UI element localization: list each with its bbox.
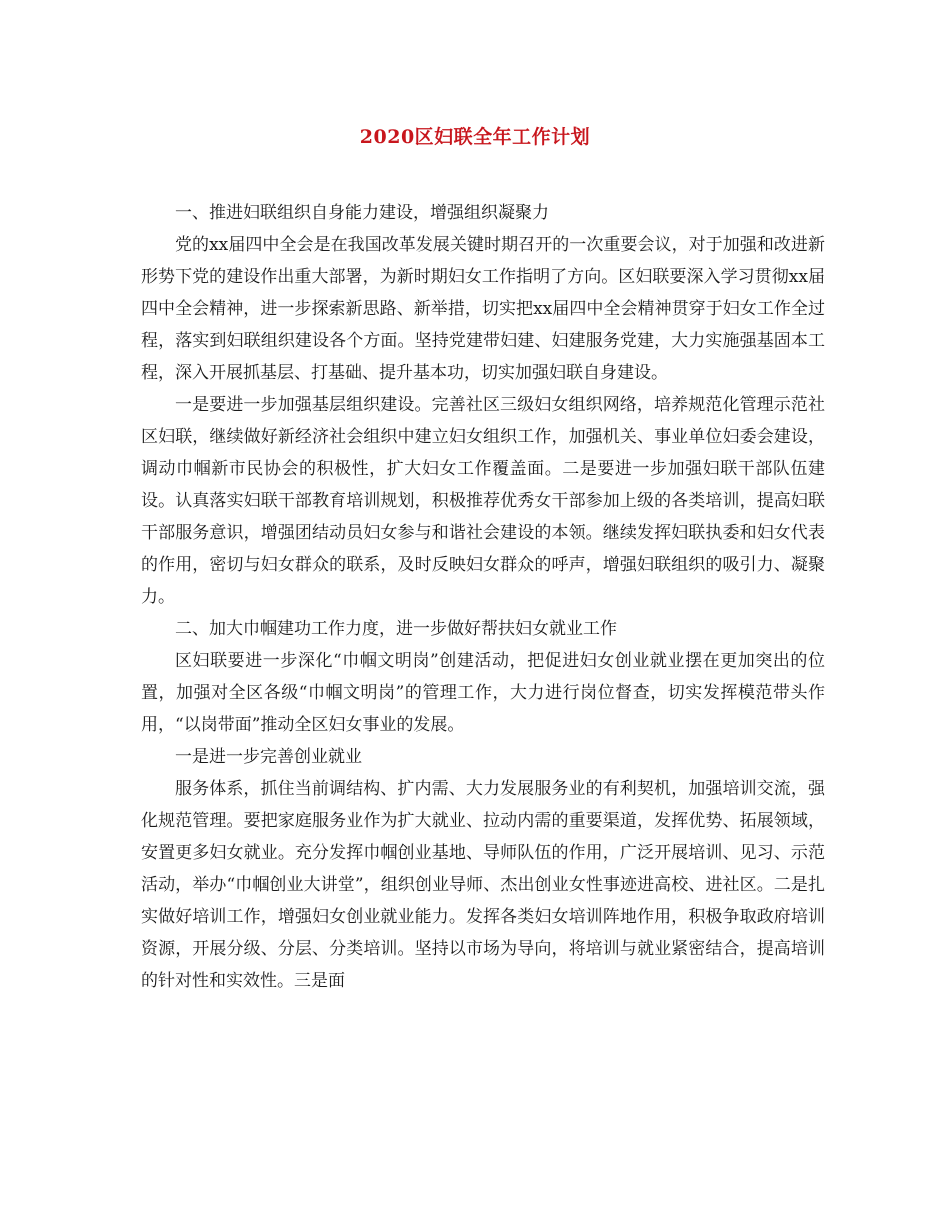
- document-body: [141, 197, 825, 997]
- paragraph-1: 党的xx届四中全会是在我国改革发展关键时期召开的一次重要会议，对于加强和改进新形势下党的建设作出重大部署，为新时期妇女工作指明了方向。区妇联要深入学习贯彻xx届四中全会精神，进一步探索新思路、新举措，切实把xx届四中全会精神贯穿于妇女工作全过程，落实到妇联组织建设各个方面。坚持党建带妇建、妇建服务党建，大力实施强基固本工程，深入开展抓基层、打基础、提升基本功，切实加强妇联自身建设。: [141, 235, 825, 383]
- section-heading-2: 二、加大巾帼建功工作力度，进一步做好帮扶妇女就业工作: [175, 619, 617, 639]
- section-heading-1: 一、推进妇联组织自身能力建设，增强组织凝聚力: [175, 203, 549, 223]
- paragraph-4: 一是进一步完善创业就业: [175, 747, 362, 767]
- paragraph-2: 一是要进一步加强基层组织建设。完善社区三级妇女组织网络，培养规范化管理示范社区妇联，继续做好新经济社会组织中建立妇女组织工作，加强机关、事业单位妇委会建设，调动巾帼新市民协会的积极性，扩大妇女工作覆盖面。二是要进一步加强妇联干部队伍建设。认真落实妇联干部教育培训规划，积极推荐优秀女干部参加上级的各类培训，提高妇联干部服务意识，增强团结动员妇女参与和谐社会建设的本领。继续发挥妇联执委和妇女代表的作用，密切与妇女群众的联系，及时反映妇女群众的呼声，增强妇联组织的吸引力、凝聚力。: [141, 395, 825, 607]
- paragraph-3: 区妇联要进一步深化“巾帼文明岗”创建活动，把促进妇女创业就业摆在更加突出的位置，加强对全区各级“巾帼文明岗”的管理工作，大力进行岗位督查，切实发挥模范带头作用，“以岗带面”推动全区妇女事业的发展。: [141, 651, 825, 735]
- document-title: 2020区妇联全年工作计划: [359, 126, 591, 148]
- paragraph-5: 服务体系，抓住当前调结构、扩内需、大力发展服务业的有利契机，加强培训交流，强化规范管理。要把家庭服务业作为扩大就业、拉动内需的重要渠道，发挥优势、拓展领域，安置更多妇女就业。充分发挥巾帼创业基地、导师队伍的作用，广泛开展培训、见习、示范活动，举办“巾帼创业大讲堂”，组织创业导师、杰出创业女性事迹进高校、进社区。二是扎实做好培训工作，增强妇女创业就业能力。发挥各类妇女培训阵地作用，积极争取政府培训资源，开展分级、分层、分类培训。坚持以市场为导向，将培训与就业紧密结合，提高培训的针对性和实效性。三是面: [141, 779, 825, 991]
